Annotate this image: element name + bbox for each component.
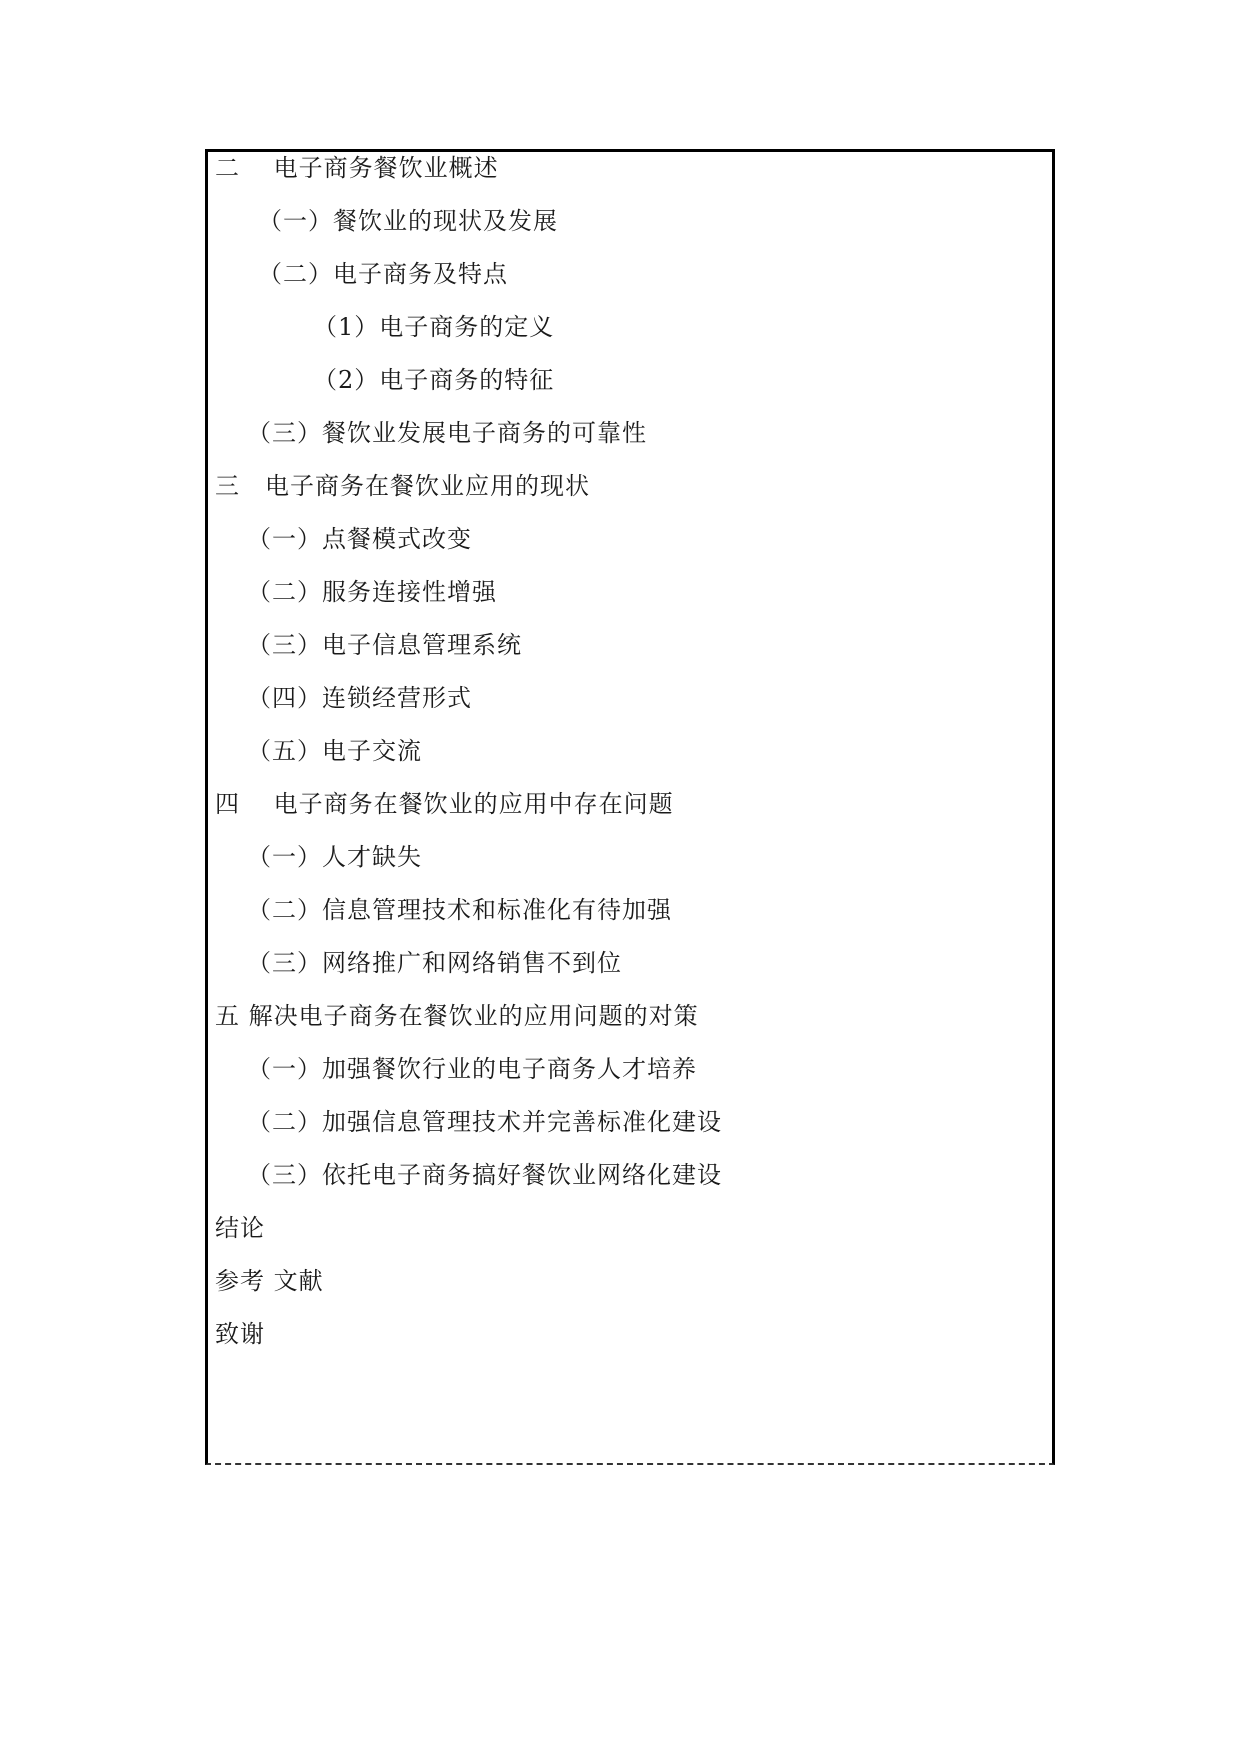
section-2-heading: 二 电子商务餐饮业概述	[215, 154, 499, 182]
section-4-item-3: （三）网络推广和网络销售不到位	[247, 949, 622, 977]
section-3-item-4: （四）连锁经营形式	[247, 684, 472, 712]
section-4-item-2: （二）信息管理技术和标准化有待加强	[247, 896, 672, 924]
section-2-item-2-sub-2: （2）电子商务的特征	[313, 366, 555, 394]
references-entry: 参考 文献	[215, 1267, 324, 1295]
section-4-heading: 四 电子商务在餐饮业的应用中存在问题	[215, 790, 674, 818]
section-5-item-1: （一）加强餐饮行业的电子商务人才培养	[247, 1055, 697, 1083]
section-2-item-2: （二）电子商务及特点	[258, 260, 508, 288]
section-3-item-2: （二）服务连接性增强	[247, 578, 497, 606]
section-3-item-3: （三）电子信息管理系统	[247, 631, 522, 659]
section-2-item-2-sub-1: （1）电子商务的定义	[313, 313, 555, 341]
section-5-heading: 五 解决电子商务在餐饮业的应用问题的对策	[215, 1002, 699, 1030]
section-3-item-1: （一）点餐模式改变	[247, 525, 472, 553]
section-3-item-5: （五）电子交流	[247, 737, 422, 765]
conclusion-entry: 结论	[215, 1214, 265, 1242]
section-3-heading: 三 电子商务在餐饮业应用的现状	[215, 472, 590, 500]
section-2-item-3: （三）餐饮业发展电子商务的可靠性	[247, 419, 647, 447]
acknowledgements-entry: 致谢	[215, 1320, 265, 1348]
section-5-item-2: （二）加强信息管理技术并完善标准化建设	[247, 1108, 722, 1136]
section-5-item-3: （三）依托电子商务搞好餐饮业网络化建设	[247, 1161, 722, 1189]
section-2-item-1: （一）餐饮业的现状及发展	[258, 207, 558, 235]
section-4-item-1: （一）人才缺失	[247, 843, 422, 871]
